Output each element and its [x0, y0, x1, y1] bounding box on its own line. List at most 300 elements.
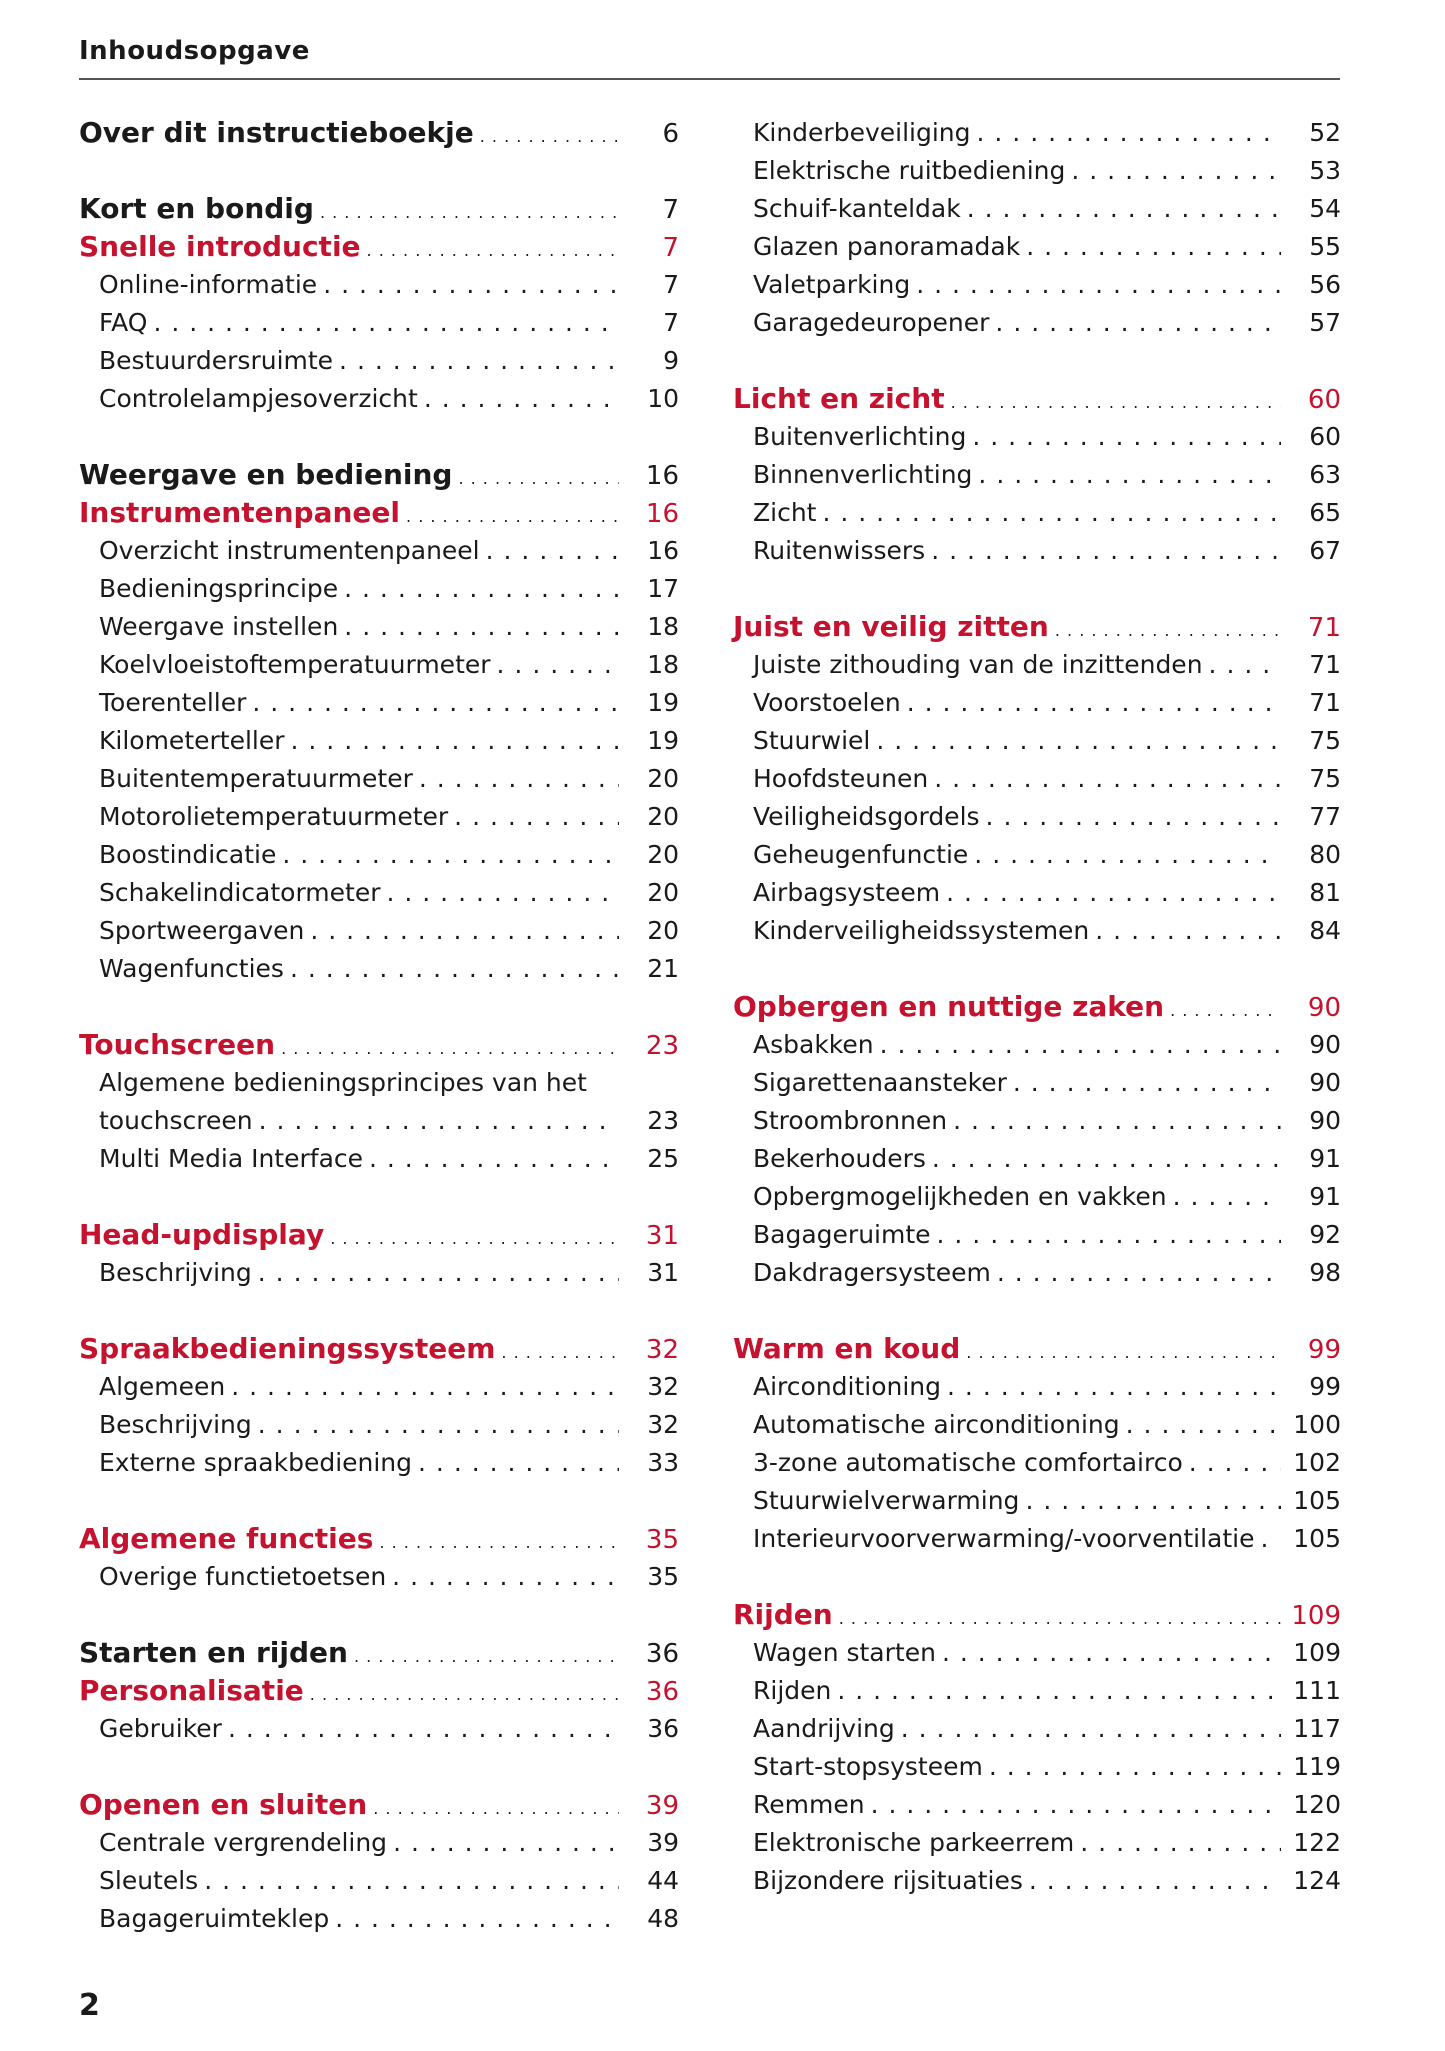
toc-entry-label: Valetparking	[753, 270, 911, 299]
toc-section-heading[interactable]	[79, 1672, 679, 1710]
dot-leader	[942, 1634, 1281, 1672]
dot-leader	[1173, 1178, 1281, 1216]
dot-leader	[258, 1406, 619, 1444]
toc-entry-label: Sleutels	[99, 1866, 199, 1895]
toc-page-number: 7	[662, 233, 679, 263]
toc-entry-label: Weergave instellen	[99, 612, 339, 641]
dot-leader	[901, 1710, 1281, 1748]
dot-leader	[1080, 1824, 1281, 1862]
toc-page-number: 20	[647, 764, 679, 793]
toc-page-number: 57	[1309, 308, 1341, 337]
dot-leader	[951, 384, 1281, 422]
toc-entry-label: touchscreen	[99, 1106, 253, 1135]
toc-entry[interactable]	[79, 760, 679, 798]
toc-entry-label: Automatische airconditioning	[753, 1410, 1120, 1439]
toc-page-number: 7	[663, 270, 679, 299]
toc-entry-label: Personalisatie	[79, 1674, 304, 1707]
dot-leader	[252, 684, 619, 722]
toc-entry[interactable]	[733, 798, 1341, 836]
toc-entry[interactable]	[733, 418, 1341, 456]
toc-page-number: 117	[1293, 1714, 1341, 1743]
toc-entry-label: Schuif-kanteldak	[753, 194, 961, 223]
toc-entry[interactable]	[733, 1178, 1341, 1216]
dot-leader	[934, 760, 1281, 798]
dot-leader	[1013, 1064, 1281, 1102]
toc-section-heading[interactable]	[79, 1520, 679, 1558]
toc-entry[interactable]	[79, 532, 679, 570]
toc-page-number: 20	[647, 916, 679, 945]
dot-leader	[977, 114, 1281, 152]
dot-leader	[339, 342, 619, 380]
toc-section-heading[interactable]	[79, 228, 679, 266]
toc-entry-label: Bedieningsprincipe	[99, 574, 339, 603]
toc-page-number: 92	[1309, 1220, 1341, 1249]
toc-entry-label: Bijzondere rijsituaties	[753, 1866, 1023, 1895]
dot-leader	[419, 760, 619, 798]
dot-leader	[1095, 912, 1281, 950]
toc-page-number: 25	[647, 1144, 679, 1173]
toc-page-number: 18	[647, 650, 679, 679]
dot-leader	[393, 1824, 619, 1862]
toc-entry-label: 3-zone automatische comfortairco	[753, 1448, 1183, 1477]
toc-page-number: 23	[647, 1106, 679, 1135]
dot-leader	[454, 798, 619, 836]
toc-page-number: 120	[1293, 1790, 1341, 1819]
toc-entry[interactable]	[79, 342, 679, 380]
toc-entry[interactable]	[733, 494, 1341, 532]
toc-entry-label: Hoofdsteunen	[753, 764, 929, 793]
toc-entry[interactable]	[733, 1520, 1341, 1558]
toc-entry[interactable]	[79, 1140, 679, 1178]
toc-page-number: 54	[1309, 194, 1341, 223]
dot-leader	[966, 1334, 1281, 1372]
toc-entry-label: Beschrijving	[99, 1258, 252, 1287]
toc-section-heading[interactable]	[79, 1330, 679, 1368]
toc-entry[interactable]	[733, 1672, 1341, 1710]
toc-page-number: 71	[1309, 650, 1341, 679]
toc-page-number: 53	[1309, 156, 1341, 185]
dot-leader	[1026, 228, 1281, 266]
dot-leader	[291, 722, 619, 760]
toc-page-number: 36	[647, 1714, 679, 1743]
toc-page-number: 20	[647, 840, 679, 869]
toc-entry[interactable]	[733, 1254, 1341, 1292]
toc-page-number: 84	[1309, 916, 1341, 945]
dot-leader	[839, 1600, 1281, 1638]
toc-page-number: 6	[662, 119, 679, 149]
toc-page-number: 35	[645, 1525, 679, 1555]
toc-page-number: 16	[647, 536, 679, 565]
dot-leader	[876, 722, 1281, 760]
toc-entry-label: Bekerhouders	[753, 1144, 926, 1173]
toc-page-number: 102	[1293, 1448, 1341, 1477]
toc-page-number: 99	[1307, 1335, 1341, 1365]
toc-entry[interactable]	[79, 1824, 679, 1862]
dot-leader	[424, 380, 619, 418]
dot-leader	[822, 494, 1281, 532]
toc-entry[interactable]	[733, 304, 1341, 342]
toc-page-number: 44	[647, 1866, 679, 1895]
toc-entry-label: Openen en sluiten	[79, 1788, 368, 1821]
toc-page-number: 111	[1293, 1676, 1341, 1705]
toc-page-number: 71	[1309, 688, 1341, 717]
toc-page-number: 20	[647, 878, 679, 907]
toc-entry[interactable]	[79, 1368, 679, 1406]
toc-entry[interactable]	[79, 608, 679, 646]
toc-entry[interactable]	[733, 1710, 1341, 1748]
toc-entry[interactable]	[733, 684, 1341, 722]
toc-entry[interactable]	[79, 646, 679, 684]
toc-entry[interactable]	[79, 1900, 679, 1938]
toc-entry[interactable]	[79, 912, 679, 950]
dot-leader	[281, 1030, 619, 1068]
dot-leader	[946, 874, 1281, 912]
toc-entry-label: Motorolietemperatuurmeter	[99, 802, 449, 831]
toc-entry-label: Kort en bondig	[79, 192, 314, 225]
dot-leader	[995, 304, 1281, 342]
dot-leader	[330, 1220, 619, 1258]
toc-entry[interactable]	[733, 1064, 1341, 1102]
dot-leader	[486, 532, 619, 570]
toc-page-number: 80	[1309, 840, 1341, 869]
toc-right-column	[733, 114, 1341, 1900]
toc-page-number: 31	[647, 1258, 679, 1287]
toc-entry[interactable]	[733, 1140, 1341, 1178]
toc-entry[interactable]	[733, 1824, 1341, 1862]
dot-leader	[392, 1558, 619, 1596]
dot-leader	[916, 266, 1281, 304]
toc-page-number: 90	[1309, 1030, 1341, 1059]
dot-leader	[335, 1900, 619, 1938]
toc-entry-label: Licht en zicht	[733, 382, 945, 415]
dot-leader	[972, 418, 1281, 456]
toc-page-number: 16	[645, 461, 679, 491]
toc-entry[interactable]	[733, 1482, 1341, 1520]
toc-page-number: 21	[647, 954, 679, 983]
toc-entry[interactable]	[733, 1026, 1341, 1064]
dot-leader	[931, 532, 1281, 570]
toc-page-number: 20	[647, 802, 679, 831]
toc-section-heading[interactable]	[733, 988, 1341, 1026]
toc-entry[interactable]	[733, 532, 1341, 570]
dot-leader	[418, 1444, 619, 1482]
toc-section-heading[interactable]	[79, 1786, 679, 1824]
toc-entry-label: Spraakbedieningssysteem	[79, 1332, 496, 1365]
dot-leader	[1071, 152, 1281, 190]
toc-page-number: 105	[1293, 1524, 1341, 1553]
toc-entry[interactable]	[733, 912, 1341, 950]
toc-page-number: 98	[1309, 1258, 1341, 1287]
toc-entry-label: Glazen panoramadak	[753, 232, 1021, 261]
toc-entry-label: Opbergmogelijkheden en vakken	[753, 1182, 1167, 1211]
toc-entry-label: Algemene bedieningsprincipes van het	[99, 1068, 587, 1097]
toc-page-number: 39	[645, 1791, 679, 1821]
toc-left-column	[79, 114, 679, 1938]
toc-page-number: 19	[647, 688, 679, 717]
toc-page-number: 105	[1293, 1486, 1341, 1515]
toc-entry[interactable]	[79, 684, 679, 722]
dot-leader	[974, 836, 1281, 874]
toc-page-number: 35	[647, 1562, 679, 1591]
toc-entry-label: Head-updisplay	[79, 1218, 325, 1251]
toc-entry-label: Warm en koud	[733, 1332, 961, 1365]
toc-entry-label: Bestuurdersruimte	[99, 346, 334, 375]
toc-page-number: 75	[1309, 726, 1341, 755]
toc-section-heading[interactable]	[733, 1330, 1341, 1368]
toc-entry[interactable]	[79, 266, 679, 304]
dot-leader	[290, 950, 619, 988]
toc-page-number: 19	[647, 726, 679, 755]
dot-leader	[907, 684, 1281, 722]
toc-entry-label: Elektronische parkeerrem	[753, 1828, 1075, 1857]
toc-entry[interactable]	[733, 1102, 1341, 1140]
toc-entry-label: Stuurwielverwarming	[753, 1486, 1020, 1515]
toc-entry[interactable]	[79, 1710, 679, 1748]
toc-entry[interactable]	[733, 1368, 1341, 1406]
toc-entry-label: Start-stopsysteem	[753, 1752, 983, 1781]
header-divider	[79, 78, 1340, 80]
dot-leader	[1055, 612, 1281, 650]
dot-leader	[837, 1672, 1281, 1710]
toc-entry[interactable]	[79, 1444, 679, 1482]
toc-page-number: 119	[1293, 1752, 1341, 1781]
toc-entry[interactable]	[79, 1102, 679, 1140]
dot-leader	[344, 608, 619, 646]
toc-page-number: 100	[1293, 1410, 1341, 1439]
dot-leader	[871, 1786, 1281, 1824]
toc-entry[interactable]	[733, 1406, 1341, 1444]
toc-entry-label: Geheugenfunctie	[753, 840, 969, 869]
toc-page-number: 9	[663, 346, 679, 375]
toc-page-number: 7	[662, 195, 679, 225]
toc-entry-label: Dakdragersysteem	[753, 1258, 991, 1287]
toc-entry-label: Koelvloeistoftemperatuurmeter	[99, 650, 491, 679]
toc-entry-label: Centrale vergrendeling	[99, 1828, 388, 1857]
toc-entry-label: Over dit instructieboekje	[79, 116, 474, 149]
dot-leader	[997, 1254, 1281, 1292]
dot-leader	[880, 1026, 1281, 1064]
toc-section-heading[interactable]	[79, 190, 679, 228]
toc-entry[interactable]	[733, 836, 1341, 874]
dot-leader	[1126, 1406, 1281, 1444]
toc-page-number: 90	[1309, 1068, 1341, 1097]
toc-entry[interactable]	[79, 1862, 679, 1900]
toc-entry-label: Wagenfuncties	[99, 954, 284, 983]
toc-entry-label: Airconditioning	[753, 1372, 942, 1401]
toc-section-heading[interactable]	[733, 608, 1341, 646]
toc-entry[interactable]	[79, 836, 679, 874]
toc-page-number: 60	[1309, 422, 1341, 451]
toc-entry[interactable]	[733, 266, 1341, 304]
toc-entry-label: Toerenteller	[99, 688, 247, 717]
toc-entry-label: Buitenverlichting	[753, 422, 967, 451]
dot-leader	[1260, 1520, 1281, 1558]
toc-entry[interactable]	[79, 950, 679, 988]
toc-entry-label: Online-informatie	[99, 270, 318, 299]
toc-entry-label: Stroombronnen	[753, 1106, 948, 1135]
toc-entry-label: Zicht	[753, 498, 817, 527]
toc-entry-label: Algemene functies	[79, 1522, 374, 1555]
dot-leader	[228, 1710, 619, 1748]
toc-page-number: 90	[1309, 1106, 1341, 1135]
toc-entry-label: Airbagsysteem	[753, 878, 941, 907]
toc-entry-label: FAQ	[99, 308, 148, 337]
toc-entry-label: Rijden	[733, 1598, 833, 1631]
toc-entry[interactable]	[733, 1634, 1341, 1672]
toc-entry-label: Boostindicatie	[99, 840, 277, 869]
toc-page-number: 52	[1309, 118, 1341, 147]
toc-page-number: 36	[645, 1639, 679, 1669]
toc-entry-label: Bagageruimteklep	[99, 1904, 330, 1933]
toc-entry-label: Elektrische ruitbediening	[753, 156, 1066, 185]
toc-entry-label: Garagedeuropener	[753, 308, 990, 337]
toc-entry[interactable]	[79, 304, 679, 342]
dot-leader	[1189, 1444, 1281, 1482]
toc-entry[interactable]	[733, 722, 1341, 760]
toc-page-number: 55	[1309, 232, 1341, 261]
toc-entry-label: Snelle introductie	[79, 230, 361, 263]
toc-entry-label: Asbakken	[753, 1030, 874, 1059]
toc-entry-label: Beschrijving	[99, 1410, 252, 1439]
toc-section-heading[interactable]	[733, 1596, 1341, 1634]
toc-page-number: 32	[645, 1335, 679, 1365]
toc-entry-label: Veiligheidsgordels	[753, 802, 980, 831]
dot-leader	[1029, 1862, 1281, 1900]
dot-leader	[967, 190, 1281, 228]
toc-entry-label: Juiste zithouding van de inzittenden	[753, 650, 1203, 679]
toc-page-number: 109	[1293, 1638, 1341, 1667]
toc-page-number: 60	[1307, 385, 1341, 415]
toc-page-number: 39	[647, 1828, 679, 1857]
dot-leader	[458, 460, 619, 498]
toc-entry[interactable]	[79, 1254, 679, 1292]
toc-section-heading[interactable]	[79, 114, 679, 152]
toc-entry[interactable]	[733, 190, 1341, 228]
toc-entry[interactable]	[79, 570, 679, 608]
toc-entry-label: Kinderveiligheidssystemen	[753, 916, 1090, 945]
toc-entry[interactable]	[733, 1216, 1341, 1254]
toc-entry[interactable]	[79, 380, 679, 418]
toc-entry[interactable]	[79, 874, 679, 912]
dot-leader	[1170, 992, 1281, 1030]
toc-entry-label: Instrumentenpaneel	[79, 496, 401, 529]
toc-page-number: 81	[1309, 878, 1341, 907]
dot-leader	[986, 798, 1281, 836]
dot-leader	[978, 456, 1281, 494]
toc-entry-label: Stuurwiel	[753, 726, 871, 755]
toc-entry[interactable]	[733, 1748, 1341, 1786]
toc-entry[interactable]	[733, 1786, 1341, 1824]
dot-leader	[369, 1140, 619, 1178]
toc-page-number: 23	[645, 1031, 679, 1061]
dot-leader	[497, 646, 619, 684]
toc-entry[interactable]	[79, 1406, 679, 1444]
dot-leader	[344, 570, 619, 608]
toc-page-number: 32	[647, 1410, 679, 1439]
toc-page-number: 10	[647, 384, 679, 413]
toc-entry[interactable]	[79, 798, 679, 836]
toc-page-number: 91	[1309, 1182, 1341, 1211]
toc-entry-label: Aandrijving	[753, 1714, 895, 1743]
toc-entry[interactable]	[733, 114, 1341, 152]
dot-leader	[259, 1102, 619, 1140]
toc-page-number: 18	[647, 612, 679, 641]
toc-entry-label: Ruitenwissers	[753, 536, 926, 565]
toc-section-heading[interactable]	[79, 456, 679, 494]
toc-section-heading[interactable]	[79, 1026, 679, 1064]
toc-page-number: 17	[647, 574, 679, 603]
dot-leader	[153, 304, 619, 342]
toc-page-number: 16	[645, 499, 679, 529]
dot-leader	[937, 1216, 1281, 1254]
toc-page-number: 36	[645, 1677, 679, 1707]
toc-entry-label: Multi Media Interface	[99, 1144, 364, 1173]
dot-leader	[354, 1638, 619, 1676]
toc-entry-label: Sportweergaven	[99, 916, 305, 945]
toc-page-number: 63	[1309, 460, 1341, 489]
toc-entry-label: Algemeen	[99, 1372, 226, 1401]
toc-entry-label: Binnenverlichting	[753, 460, 973, 489]
dot-leader	[387, 874, 620, 912]
dot-leader	[310, 1676, 619, 1714]
toc-entry[interactable]	[733, 1862, 1341, 1900]
dot-leader	[204, 1862, 619, 1900]
dot-leader	[323, 266, 619, 304]
toc-page-number: 48	[647, 1904, 679, 1933]
toc-page-number: 7	[663, 308, 679, 337]
toc-entry[interactable]	[733, 760, 1341, 798]
toc-entry-label: Bagageruimte	[753, 1220, 931, 1249]
toc-entry-label: Interieurvoorverwarming/-voorventilatie	[753, 1524, 1255, 1553]
dot-leader	[373, 1790, 619, 1828]
toc-section-heading[interactable]	[79, 1216, 679, 1254]
toc-entry-label: Schakelindicatormeter	[99, 878, 381, 907]
dot-leader	[282, 836, 619, 874]
toc-page-number: 122	[1293, 1828, 1341, 1857]
toc-section-heading[interactable]	[79, 1634, 679, 1672]
toc-entry-label: Wagen starten	[753, 1638, 936, 1667]
toc-entry[interactable]	[79, 1558, 679, 1596]
dot-leader	[406, 498, 619, 536]
dot-leader	[1209, 646, 1281, 684]
toc-entry[interactable]	[733, 646, 1341, 684]
toc-entry[interactable]	[733, 456, 1341, 494]
toc-page-number: 77	[1309, 802, 1341, 831]
toc-entry[interactable]	[79, 722, 679, 760]
toc-section-heading[interactable]	[733, 380, 1341, 418]
toc-entry[interactable]	[733, 228, 1341, 266]
dot-leader	[953, 1102, 1281, 1140]
toc-entry[interactable]	[733, 152, 1341, 190]
toc-entry[interactable]	[733, 874, 1341, 912]
toc-entry-label: Kilometerteller	[99, 726, 285, 755]
toc-entry[interactable]	[733, 1444, 1341, 1482]
toc-entry-label: Starten en rijden	[79, 1636, 348, 1669]
toc-entry-label: Voorstoelen	[753, 688, 901, 717]
toc-entry-label: Rijden	[753, 1676, 832, 1705]
toc-page-number: 124	[1293, 1866, 1341, 1895]
toc-page-number: 32	[647, 1372, 679, 1401]
dot-leader	[947, 1368, 1281, 1406]
page-number: 2	[79, 1988, 100, 2023]
toc-section-heading[interactable]	[79, 494, 679, 532]
dot-leader	[258, 1254, 619, 1292]
toc-entry-label: Overige functietoetsen	[99, 1562, 387, 1591]
toc-page-number: 91	[1309, 1144, 1341, 1173]
toc-entry-label: Controlelampjesoverzicht	[99, 384, 418, 413]
toc-entry-label: Sigarettenaansteker	[753, 1068, 1007, 1097]
toc-entry-label: Remmen	[753, 1790, 865, 1819]
